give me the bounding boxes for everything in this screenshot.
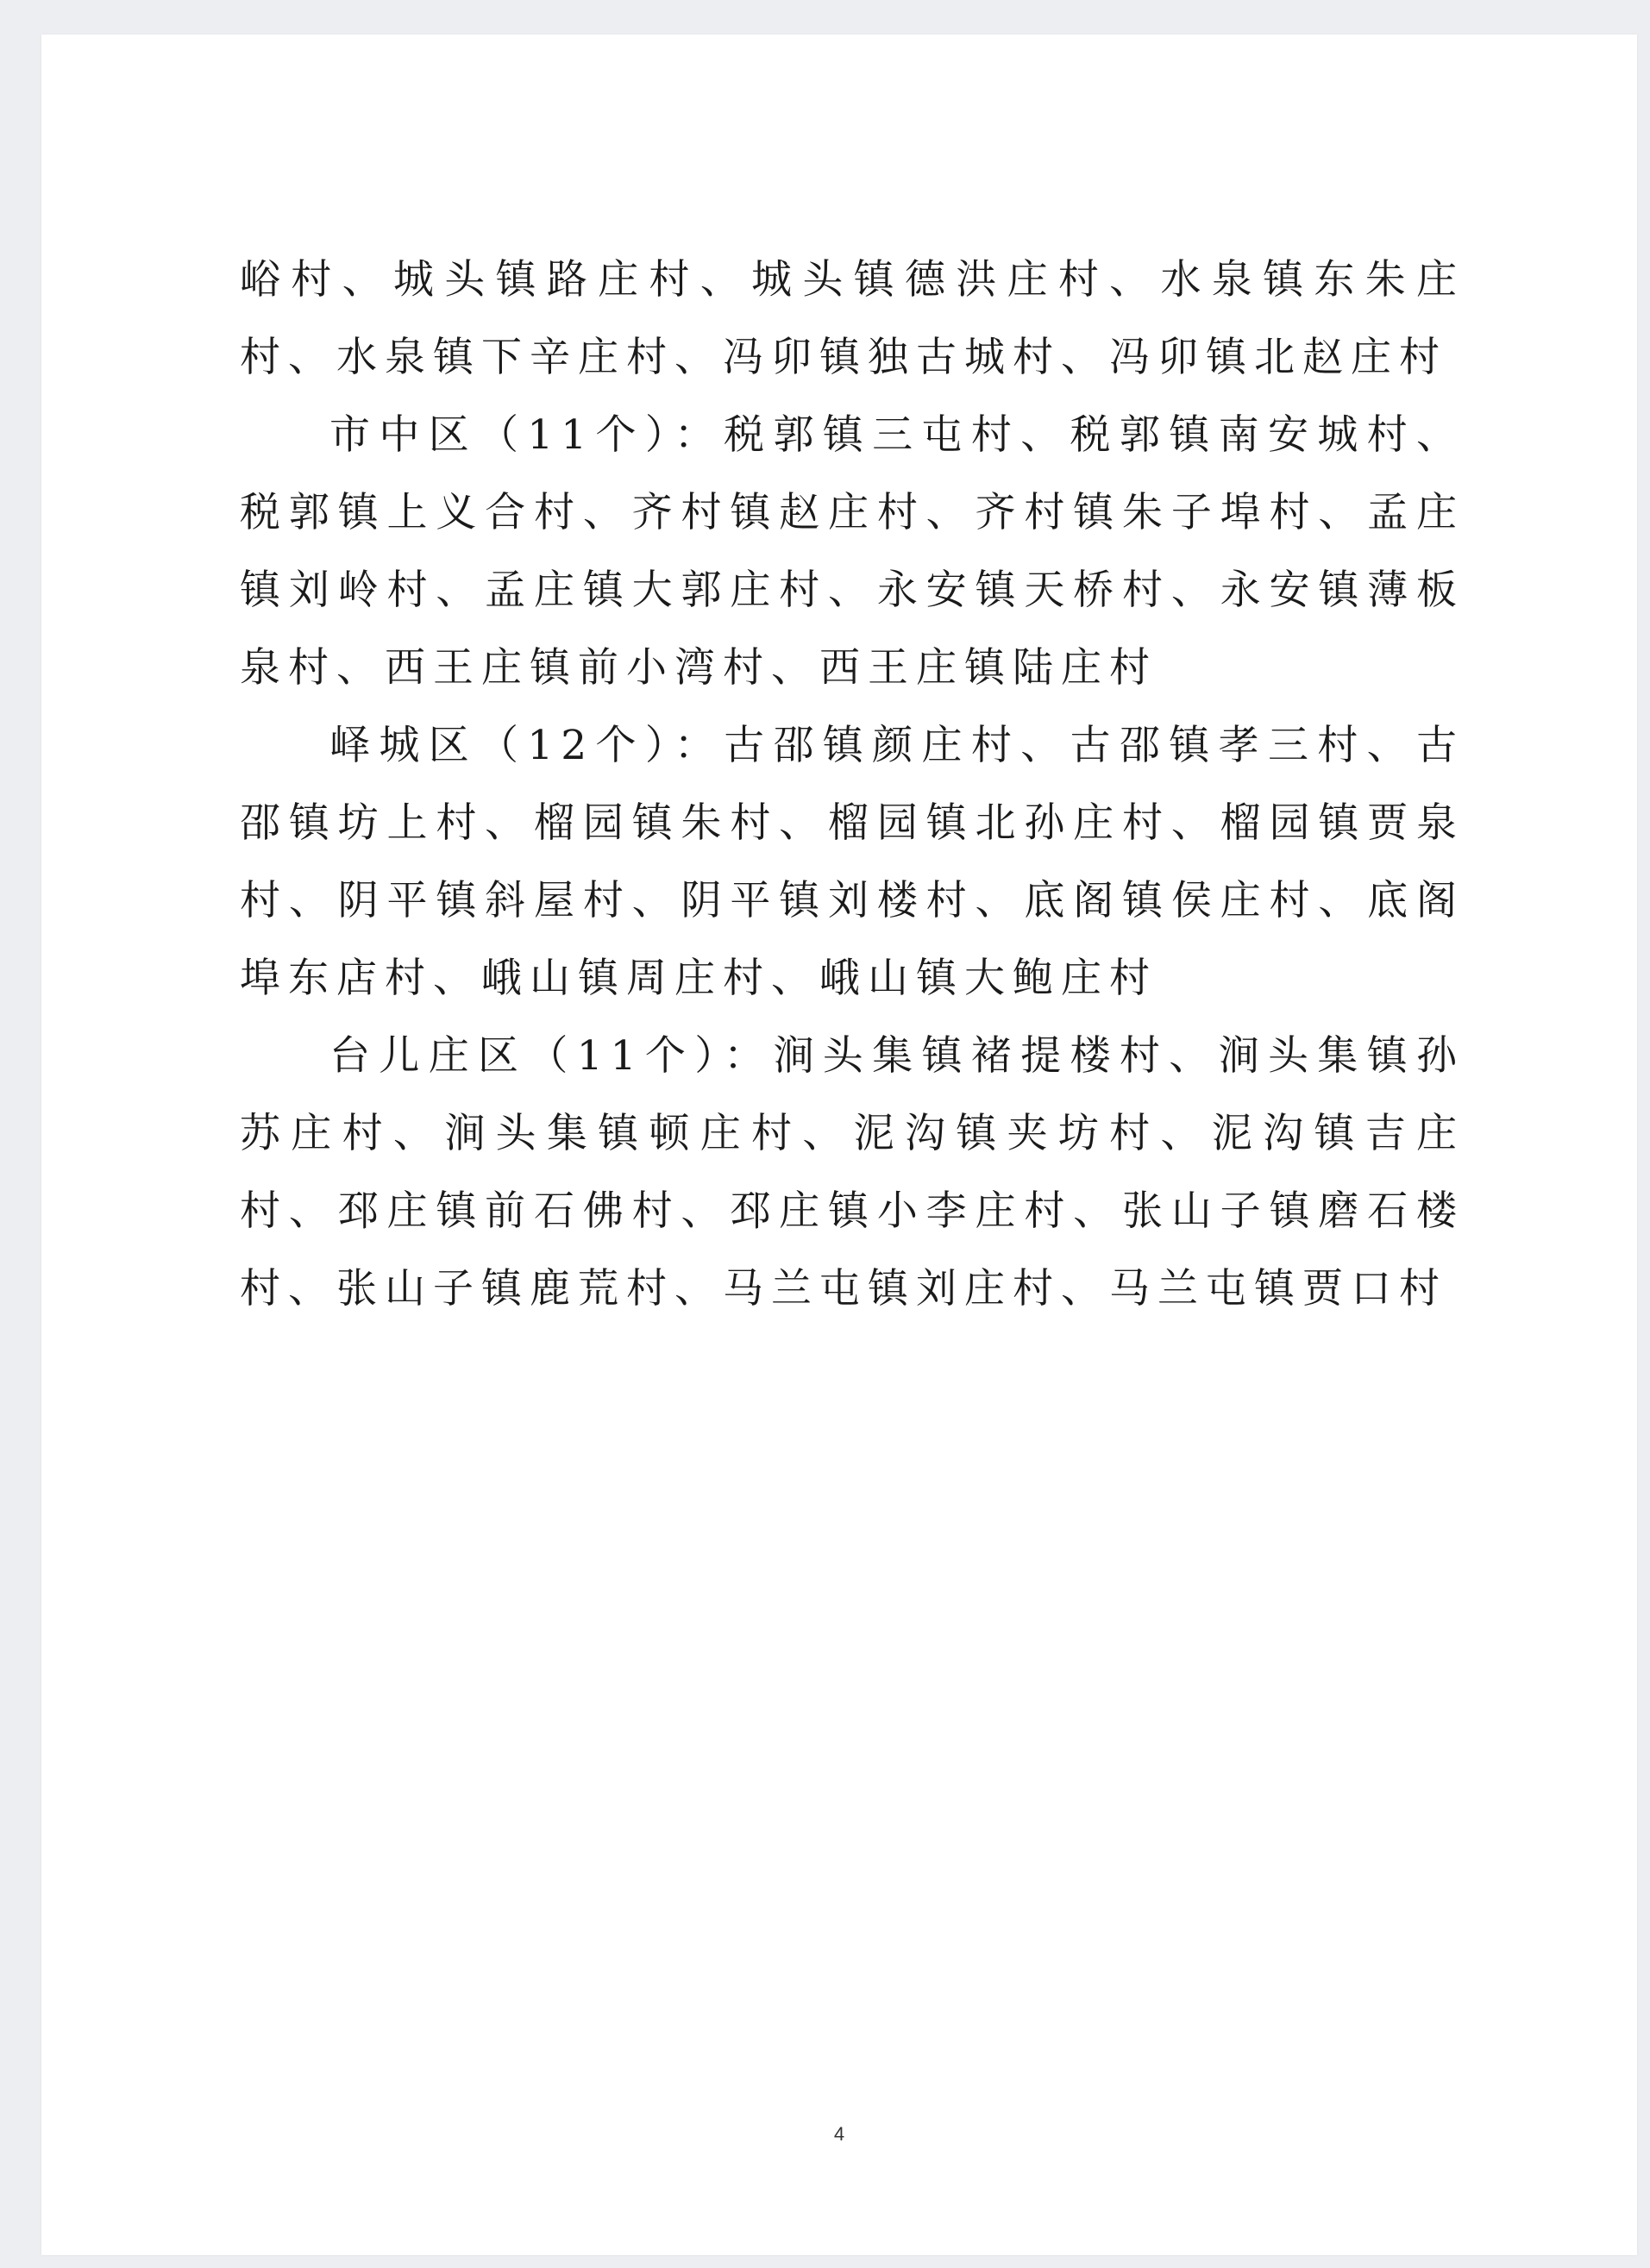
- document-page: [41, 34, 1637, 2255]
- page-number: 4: [833, 2123, 845, 2145]
- paragraph-taierzhuang-district: 台儿庄区（11个）：涧头集镇褚提楼村、涧头集镇孙苏庄村、涧头集镇顿庄村、泥沟镇夹坊村、泥沟镇吉庄村、邳庄镇前石佛村、邳庄镇小李庄村、张山子镇磨石楼村、张山子镇鹿荒村、马兰屯镇刘庄村、马兰屯镇贾口村: [240, 1032, 1465, 1313]
- paragraph-continuation: 峪村、城头镇路庄村、城头镇德洪庄村、水泉镇东朱庄村、水泉镇下辛庄村、冯卯镇独古城村、冯卯镇北赵庄村: [240, 256, 1465, 381]
- paragraph-shizhong-district: 市中区（11个）：税郭镇三屯村、税郭镇南安城村、税郭镇上义合村、齐村镇赵庄村、齐村镇朱子埠村、孟庄镇刘岭村、孟庄镇大郭庄村、永安镇天桥村、永安镇薄板泉村、西王庄镇前小湾村、西王庄镇陆庄村: [240, 411, 1465, 692]
- paragraph-yicheng-district: 峄城区（12个）：古邵镇颜庄村、古邵镇孝三村、古邵镇坊上村、榴园镇朱村、榴园镇北孙庄村、榴园镇贾泉村、阴平镇斜屋村、阴平镇刘楼村、底阁镇侯庄村、底阁埠东店村、峨山镇周庄村、峨山镇大鲍庄村: [240, 722, 1465, 1002]
- document-body: [240, 241, 1465, 1328]
